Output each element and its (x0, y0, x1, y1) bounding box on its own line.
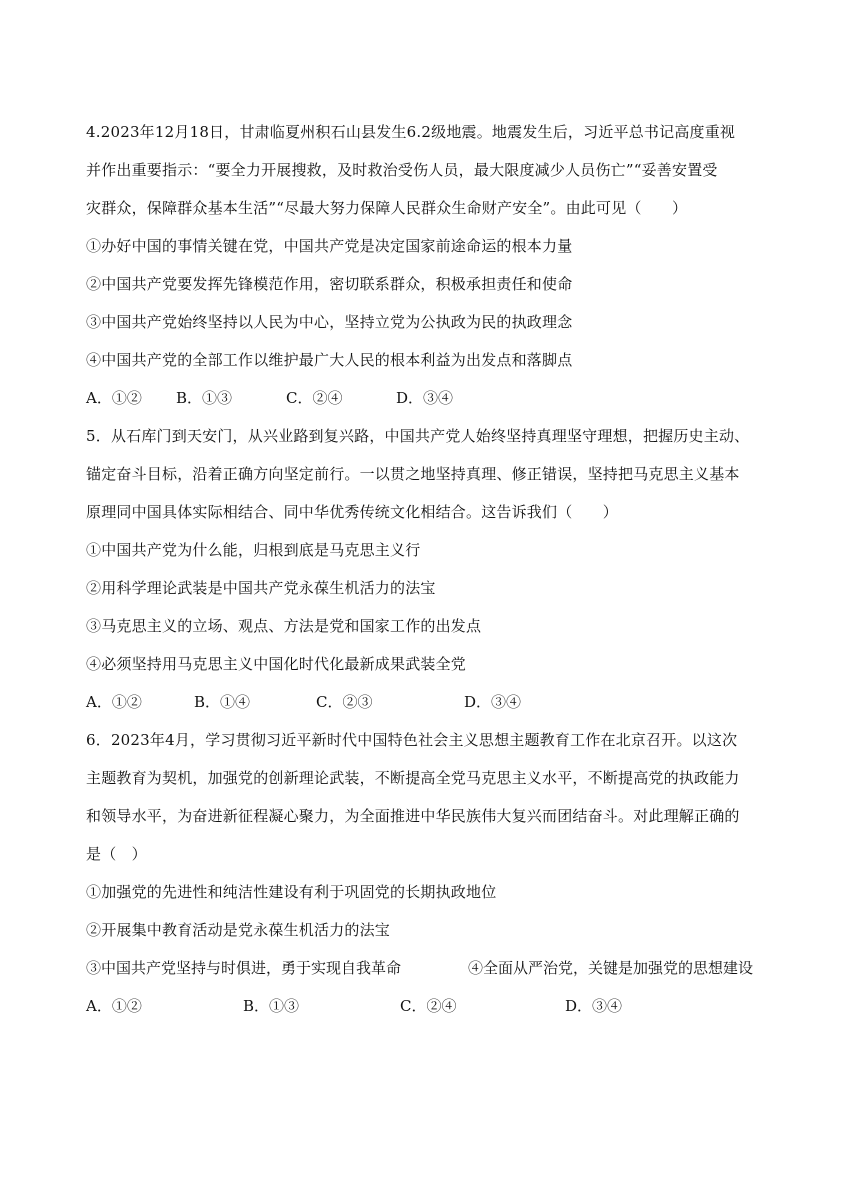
question-6-choices (86, 987, 786, 1025)
question-6-statement-4: ④全面从严治党，关键是加强党的思想建设 (468, 959, 754, 977)
question-4-statement-4: ④中国共产党的全部工作以维护最广大人民的根本利益为出发点和落脚点 (86, 351, 573, 369)
question-6-stem-line: 是（ ） (86, 845, 147, 863)
question-6-stem-line: 和领导水平，为奋进新征程凝心聚力，为全面推进中华民族伟大复兴而团结奋斗。对此理解正确的 (86, 807, 740, 825)
question-4-stem-line: 并作出重要指示：“要全力开展搜救，及时救治受伤人员，最大限度减少人员伤亡”“妥善安置受 (86, 161, 718, 179)
question-5-choices (86, 683, 786, 721)
question-6-statement-pair (86, 949, 786, 987)
question-6 (86, 721, 786, 1025)
question-6-statement-2: ②开展集中教育活动是党永葆生机活力的法宝 (86, 921, 391, 939)
question-6-stem-line: 6．2023年4月，学习贯彻习近平新时代中国特色社会主义思想主题教育工作在北京召开。以这次 (86, 731, 738, 749)
question-list (86, 113, 786, 1025)
choice-a[interactable]: A．①② (86, 389, 142, 407)
question-5-statement-4: ④必须坚持用马克思主义中国化时代化最新成果武装全党 (86, 655, 467, 673)
question-5-stem-line: 锚定奋斗目标，沿着正确方向坚定前行。一以贯之地坚持真理、修正错误，坚持把马克思主义基本 (86, 465, 740, 483)
choice-a[interactable]: A．①② (86, 693, 142, 711)
question-4-statement-3: ③中国共产党始终坚持以人民为中心，坚持立党为公执政为民的执政理念 (86, 313, 573, 331)
question-5 (86, 417, 786, 721)
choice-b[interactable]: B．①③ (176, 389, 233, 407)
question-5-statement-3: ③马克思主义的立场、观点、方法是党和国家工作的出发点 (86, 617, 482, 635)
choice-c[interactable]: C．②④ (286, 389, 343, 407)
question-6-stem-line: 主题教育为契机，加强党的创新理论武装，不断提高全党马克思主义水平，不断提高党的执政能力 (86, 769, 740, 787)
question-4 (86, 113, 786, 417)
question-4-statement-1: ①办好中国的事情关键在党，中国共产党是决定国家前途命运的根本力量 (86, 237, 573, 255)
choice-a[interactable]: A．①② (86, 997, 142, 1015)
question-4-choices (86, 379, 786, 417)
question-5-stem-line: 5．从石库门到天安门，从兴业路到复兴路，中国共产党人始终坚持真理坚守理想，把握历史主动、 (86, 427, 750, 445)
question-5-statement-2: ②用科学理论武装是中国共产党永葆生机活力的法宝 (86, 579, 436, 597)
choice-c[interactable]: C．②④ (400, 997, 457, 1015)
choice-d[interactable]: D．③④ (565, 997, 623, 1015)
choice-b[interactable]: B．①④ (194, 693, 251, 711)
question-4-statement-2: ②中国共产党要发挥先锋模范作用，密切联系群众，积极承担责任和使命 (86, 275, 573, 293)
choice-b[interactable]: B．①③ (243, 997, 300, 1015)
choice-d[interactable]: D．③④ (464, 693, 522, 711)
question-4-stem-line: 4.2023年12月18日，甘肃临夏州积石山县发生6.2级地震。地震发生后，习近平总书记高度重视 (86, 123, 736, 141)
question-5-statement-1: ①中国共产党为什么能，归根到底是马克思主义行 (86, 541, 421, 559)
question-6-statement-3: ③中国共产党坚持与时俱进，勇于实现自我革命 (86, 959, 402, 977)
question-5-stem-line: 原理同中国具体实际相结合、同中华优秀传统文化相结合。这告诉我们（ ） (86, 503, 619, 521)
choice-d[interactable]: D．③④ (396, 389, 454, 407)
choice-c[interactable]: C．②③ (316, 693, 373, 711)
question-4-stem-line: 灾群众，保障群众基本生活”“尽最大努力保障人民群众生命财产安全”。由此可见（ ） (86, 199, 688, 217)
question-6-statement-1: ①加强党的先进性和纯洁性建设有利于巩固党的长期执政地位 (86, 883, 497, 901)
